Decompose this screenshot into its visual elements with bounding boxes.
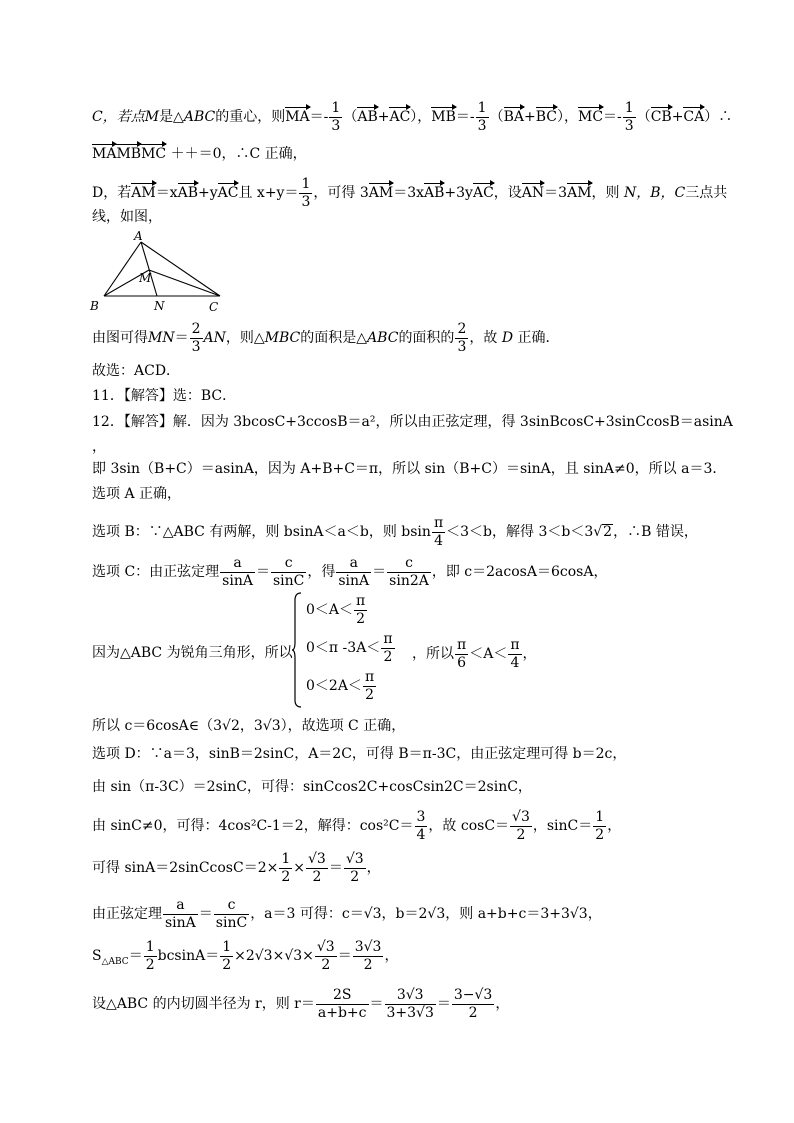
line-7 [92,389,236,403]
text: S [92,948,102,965]
fraction [508,638,521,670]
text: ，得 [307,564,336,581]
label-n: N [154,299,165,313]
line-8b [92,440,106,454]
text: ABC [367,330,399,347]
numerator: 3√3 [354,939,382,955]
numerator: a [336,556,371,573]
text: D，若 [92,185,132,202]
text: ，设 [493,185,522,202]
text: ×2√3×√3× [234,948,314,965]
text: ABC [183,109,216,126]
text: ，则 [591,185,620,202]
fraction [271,556,306,588]
line-16 [92,780,532,794]
line-15 [92,747,626,761]
numerator: 1 [624,100,634,116]
fraction [336,556,371,588]
vector-cb: CB [651,106,672,124]
vector-mb: MB [431,106,456,124]
vector-mc: MC [578,106,603,124]
fraction [387,556,431,588]
numerator: 2 [191,321,201,337]
fraction [220,556,255,588]
label-c: C [209,300,219,314]
fraction [279,852,292,884]
text: 可得 sinA＝2sinCcosC＝2× [92,860,279,877]
line-5: 由图可得MN＝ $\frac{2}{3}$ AN，则△MBC的面积是△ABC的面积的 $\frac{2}{3}$ ，故 D 正确． [92,321,560,355]
denominator: 3+3√3 [386,1004,434,1021]
line-20: $S_{\triangle ABC}=$ $\frac{1}{2}$ bcsinA＝ $\frac{1}{2}$ ×2√3×√3× $\frac{√3}{2}$ ＝ $\frac{3√3}{2}$ ， [92,939,399,973]
label-m: M [139,271,152,285]
triangle-figure [86,228,236,316]
denominator: 4 [434,532,443,549]
numerator: √3 [308,851,326,867]
line-9 [92,462,726,476]
line-18: 可得 sinA＝2sinCcosC＝2× $\frac{1}{2}$ × $\frac{√3}{2}$ ＝ $\frac{√3}{2}$ ， [92,851,381,885]
text: ＜A＜ [469,646,508,663]
line-13 [92,646,293,660]
numerator: π [433,515,444,531]
numerator: 1 [331,100,341,116]
line-14 [92,719,405,733]
text: 的面积是△ [300,330,368,347]
text: 由正弦定理 [92,906,162,923]
denominator: 2 [281,868,291,885]
text: ， [384,948,399,965]
denominator: 2 [350,868,360,885]
fraction [353,940,384,972]
numerator: 1 [145,939,155,955]
vector-ma: MA [92,143,116,161]
text: 选项 C：由正弦定理 [92,564,220,581]
text: 0＜A＜ [306,602,354,619]
text: ，故 cosC＝ [428,818,510,835]
text: ＋＋＝0，∴C 正确， [170,146,307,162]
fraction [510,810,532,842]
text: 12．【解答】解．因为 3bcosC+3ccosB＝a²，所以由正弦定理，得 3sinBcosC+3sinCcosB＝asinA [92,414,733,430]
text: 所以 c＝6cosA∈（3√2，3√3），故选项 C 正确， [92,718,406,734]
numerator: a [220,556,255,573]
numerator: π [364,669,375,685]
text: 由图可得 [92,330,148,347]
denominator: 4 [416,826,426,843]
numerator: c [271,556,306,573]
text: ，即 c＝2acosA＝6cosA， [431,564,608,581]
denominator: 2 [222,956,232,973]
vector-bc: BC [536,106,557,124]
text: M [144,109,160,126]
text: ，则△ [225,330,265,347]
numerator: 1 [222,939,232,955]
text: 选项 D：∵a＝3，sinB＝2sinC，A＝2C，可得 B＝π-3C，由正弦定理可得 b＝2c， [92,746,627,762]
numerator: 2 [457,321,467,337]
numerator: 1 [301,176,311,192]
text: 由 sin（π-3C）＝2sinC，可得：sinCcos2C+cosCsin2C＝2sinC， [92,779,532,795]
denominator: 2 [321,956,331,973]
numerator: 1 [281,851,291,867]
label-b: B [90,299,99,313]
text: 0＜2A＜ [306,678,362,695]
text: ， [366,860,381,877]
numerator: π [356,593,366,609]
line-21: 设△ABC 的内切圆半径为 r，则 r＝ $\frac{2S}{a+b+c}$ ＝ $\frac{3√3}{3+3√3}$ ＝ $\frac{3-√3}{2}$ ， [92,987,510,1021]
vector-am: AM [131,182,155,200]
numerator: a [163,898,198,915]
vector-ac: AC [473,182,494,200]
text: 即 3sin（B+C）＝asinA，因为 A+B+C＝π，所以 sin（B+C）＝sinA，且 sinA≠0，所以 a＝3． [92,461,727,477]
fraction [455,322,468,354]
vector-ab: AB [357,106,377,124]
text: 选项 B：∵△ABC 有两解，则 bsinA＜a＜b，则 bsin [92,524,431,541]
fraction [385,988,436,1020]
text: ＜3＜b，解得 3＜b＜3 [446,524,594,541]
numerator: c [214,898,249,915]
text: ，∴B 错误， [613,524,698,541]
denominator: 3 [301,193,311,210]
inequality-system [292,592,412,708]
vector-ab: AB [178,182,198,200]
text: 0＜π -3A＜ [306,640,381,657]
vector-ac: AC [389,106,410,124]
numerator: 3 [416,809,426,825]
numerator: √3 [316,939,335,955]
text: ＝ [128,948,143,965]
vector-ab: AB [424,182,444,200]
numerator: 3−√3 [453,987,493,1003]
fraction [299,177,312,209]
vector-am: AM [567,182,591,200]
text: 故选：ACD． [92,363,181,379]
text: 三点共 [685,185,728,202]
text: ， [92,439,106,455]
text: N，B，C [624,185,686,202]
text: 设△ABC 的内切圆半径为 r，则 r＝ [92,996,315,1013]
fraction [144,940,157,972]
fraction [381,632,394,664]
denominator: 2 [145,956,155,973]
text: MBC [264,330,301,347]
numerator: 1 [477,100,487,116]
fraction [344,852,366,884]
numerator: c [387,556,431,573]
line-17 [92,810,621,842]
denominator: 2 [595,826,605,843]
text: ， [607,818,622,835]
fraction [306,852,328,884]
text: 选项 A 正确， [92,486,182,502]
denominator: sinC [272,572,305,589]
fraction [415,810,428,842]
denominator: 3 [624,117,634,134]
denominator: sinA [338,572,370,589]
text: 线，如图， [92,209,162,225]
fraction [354,594,367,626]
denominator: 2 [363,956,373,973]
denominator: 2 [356,610,366,627]
line-19: 由正弦定理 $\frac{a}{\sin A}$ ＝ $\frac{c}{\sin C}$ ，a＝3 可得：c＝√3，b＝2√3，则 a+b+c＝3+3√3， [92,897,602,931]
numerator: 2S [316,988,369,1005]
text: ，a＝3 可得：c＝√3，b＝2√3，则 a+b+c＝3+3√3， [250,906,602,923]
denominator: 2 [365,686,374,703]
text: bcsinA＝ [157,948,220,965]
line-4 [92,210,162,224]
subscript: △ABC [101,956,129,967]
line-12: 选项 C：由正弦定理 $\frac{a}{\sin A}$ ＝ $\frac{c}{\sin C}$ ，得 $\frac{a}{\sin A}$ ＝ $\frac{c}{\sin 2A}$ ，即 c＝2acosA＝6cosA， [92,555,608,589]
vector-ba: BA [504,106,524,124]
vector-mc: MC [141,143,166,161]
numerator: √3 [345,851,364,867]
text: ＝ [328,860,343,877]
vector-ac: AC [218,182,239,200]
text: D [501,330,514,347]
fraction [163,898,198,930]
fraction [593,810,606,842]
numerator: 1 [595,809,605,825]
text: ，sinC＝ [532,818,593,835]
text: 由 sinC≠0，可得：4cos²C-1＝2，解得：cos²C＝ [92,818,414,835]
denominator: 2 [468,1004,478,1021]
numerator: π [383,631,393,647]
line-11: 选项 B：∵△ABC 有两解，则 bsinA＜a＜b，则 bsin $\frac{\pi}{4}$ ＜3＜b，解得 3＜b＜3√2，∴B 错误， [92,515,698,549]
line-13b: ，所以 $\frac{\pi}{6}$ ＜A＜ $\frac{\pi}{4}$ ， [412,637,537,671]
numerator: π [510,637,520,653]
vector-am: AM [369,182,393,200]
vector-ma: MA [285,106,309,124]
denominator: 3 [477,117,487,134]
numerator: π [457,637,467,653]
text: 的重心，则 [215,109,286,126]
brace-icon [292,592,302,708]
text: 因为△ABC 为锐角三角形，所以 [92,645,293,661]
vector-an: AN [522,182,544,200]
label-a: A [134,229,143,243]
fraction [455,638,468,670]
fraction [329,101,342,133]
denominator: 3 [191,338,201,355]
fraction [190,322,203,354]
fraction [214,898,249,930]
line-3: D，若AM＝xAB+yAC且 x+y＝ $\frac{1}{3}$ ，可得 3AM＝3xAB+3yAC，设AN＝3AM，则 N，B，C三点共 [92,176,728,210]
text: C，若点 [92,109,145,126]
denominator: sin2A [389,572,429,589]
text: ，可得 3 [313,185,369,202]
line-2 [92,143,307,161]
fraction [363,670,376,702]
fraction [623,101,636,133]
text: ，故 [469,330,498,347]
denominator: 2 [383,648,393,665]
numerator: √3 [512,809,530,825]
text: ，所以 [412,646,454,663]
denominator: sinA [165,914,196,931]
denominator: sinC [215,914,248,931]
numerator: 3√3 [385,988,436,1005]
denominator: 2 [516,826,526,843]
denominator: 2 [312,868,322,885]
text: 正确． [517,330,560,347]
text: 的面积的 [398,330,455,347]
line-10 [92,487,181,501]
fraction [220,940,233,972]
denominator: 6 [457,654,467,671]
vector-ca: CA [683,106,704,124]
denominator: 3 [457,338,467,355]
text: ， [495,996,510,1013]
text: 11．【解答】选：BC． [92,388,237,404]
line-1: C，若点M是△ABC的重心，则MA＝- $\frac{1}{3}$ （AB+AC），MB＝- $\frac{1}{3}$ （BA+BC），MC＝- $\frac{1}{3}$ （CB+CA）∴ [92,100,733,134]
fraction [452,988,494,1020]
fraction [316,988,369,1020]
denominator: 3 [331,117,341,134]
fraction [315,940,337,972]
vector-mb: MB [116,143,141,161]
denominator: 4 [510,654,520,671]
line-6 [92,364,180,378]
text: 是△ [159,109,184,126]
line-8 [92,415,733,429]
fraction [476,101,489,133]
denominator: a+b+c [317,1004,367,1021]
denominator: sinA [222,572,253,589]
fraction [432,516,445,548]
